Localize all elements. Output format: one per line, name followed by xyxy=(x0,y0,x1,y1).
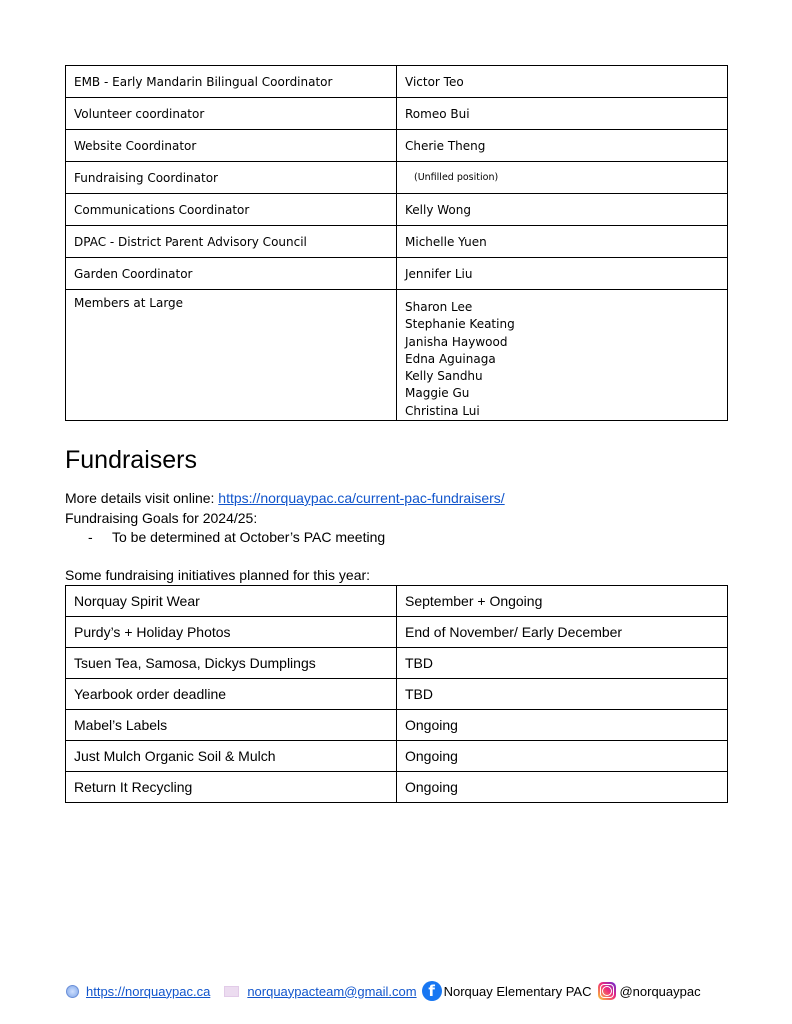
role-name: Fundraising Coordinator xyxy=(66,162,397,194)
goals-label: Fundraising Goals for 2024/25: xyxy=(65,510,258,526)
initiative-when: End of November/ Early December xyxy=(397,617,728,648)
initiative-name: Just Mulch Organic Soil & Mulch xyxy=(66,741,397,772)
table-row xyxy=(66,772,728,803)
initiative-name: Yearbook order deadline xyxy=(66,679,397,710)
initiative-name: Norquay Spirit Wear xyxy=(66,586,397,617)
table-row xyxy=(66,290,728,421)
role-name: Garden Coordinator xyxy=(66,258,397,290)
member-name: Maggie Gu xyxy=(405,386,470,401)
role-name: EMB - Early Mandarin Bilingual Coordinator xyxy=(66,66,397,98)
initiative-when: Ongoing xyxy=(397,710,728,741)
table-row xyxy=(66,710,728,741)
initiative-when: Ongoing xyxy=(397,741,728,772)
website-link[interactable]: https://norquaypac.ca xyxy=(86,983,211,999)
details-line xyxy=(65,490,505,506)
table-row xyxy=(66,66,728,98)
role-person: Romeo Bui xyxy=(397,98,728,130)
facebook-icon[interactable]: f xyxy=(422,981,442,1001)
table-row xyxy=(66,648,728,679)
table-row xyxy=(66,162,728,194)
role-name: DPAC - District Parent Advisory Council xyxy=(66,226,397,258)
email-link[interactable]: norquaypacteam@gmail.com xyxy=(247,983,417,999)
table-row xyxy=(66,130,728,162)
member-name: Janisha Haywood xyxy=(405,334,508,349)
role-name: Communications Coordinator xyxy=(66,194,397,226)
mail-icon xyxy=(224,986,239,997)
member-name: Edna Aguinaga xyxy=(405,351,496,366)
table-row xyxy=(66,617,728,648)
initiative-name: Mabel’s Labels xyxy=(66,710,397,741)
fundraising-initiatives-table xyxy=(65,585,728,803)
role-person: Kelly Wong xyxy=(397,194,728,226)
role-person: Cherie Theng xyxy=(397,130,728,162)
role-person: Victor Teo xyxy=(397,66,728,98)
role-name: Volunteer coordinator xyxy=(66,98,397,130)
bullet-dash: - xyxy=(88,529,93,545)
table-row xyxy=(66,741,728,772)
fundraisers-link[interactable]: https://norquaypac.ca/current-pac-fundraisers/ xyxy=(218,490,505,506)
table-row xyxy=(66,258,728,290)
initiative-when: TBD xyxy=(397,679,728,710)
initiative-when: September + Ongoing xyxy=(397,586,728,617)
table-row xyxy=(66,586,728,617)
globe-icon xyxy=(66,985,79,998)
footer xyxy=(66,981,701,1001)
goals-item: To be determined at October’s PAC meeting xyxy=(112,529,386,545)
initiative-name: Tsuen Tea, Samosa, Dickys Dumplings xyxy=(66,648,397,679)
role-person: (Unfilled position) xyxy=(397,162,728,194)
initiatives-label: Some fundraising initiatives planned for this year: xyxy=(65,567,371,583)
initiative-when: Ongoing xyxy=(397,772,728,803)
fundraisers-heading: Fundraisers xyxy=(65,446,197,474)
role-person: Jennifer Liu xyxy=(397,258,728,290)
instagram-icon[interactable] xyxy=(598,982,616,1000)
table-row xyxy=(66,98,728,130)
members-at-large-label: Members at Large xyxy=(66,290,397,421)
member-name: Christina Lui xyxy=(405,403,480,418)
roles-table xyxy=(65,65,728,421)
initiative-name: Return It Recycling xyxy=(66,772,397,803)
role-name: Website Coordinator xyxy=(66,130,397,162)
members-at-large-names xyxy=(397,290,728,421)
facebook-page-name[interactable]: Norquay Elementary PAC xyxy=(443,983,592,999)
table-row xyxy=(66,679,728,710)
details-prefix: More details visit online: xyxy=(65,490,219,506)
instagram-handle[interactable]: @norquaypac xyxy=(619,983,701,999)
member-name: Kelly Sandhu xyxy=(405,369,483,384)
initiative-name: Purdy’s + Holiday Photos xyxy=(66,617,397,648)
member-name: Stephanie Keating xyxy=(405,317,515,332)
table-row xyxy=(66,194,728,226)
member-name: Sharon Lee xyxy=(405,300,473,314)
role-person: Michelle Yuen xyxy=(397,226,728,258)
table-row xyxy=(66,226,728,258)
initiative-when: TBD xyxy=(397,648,728,679)
